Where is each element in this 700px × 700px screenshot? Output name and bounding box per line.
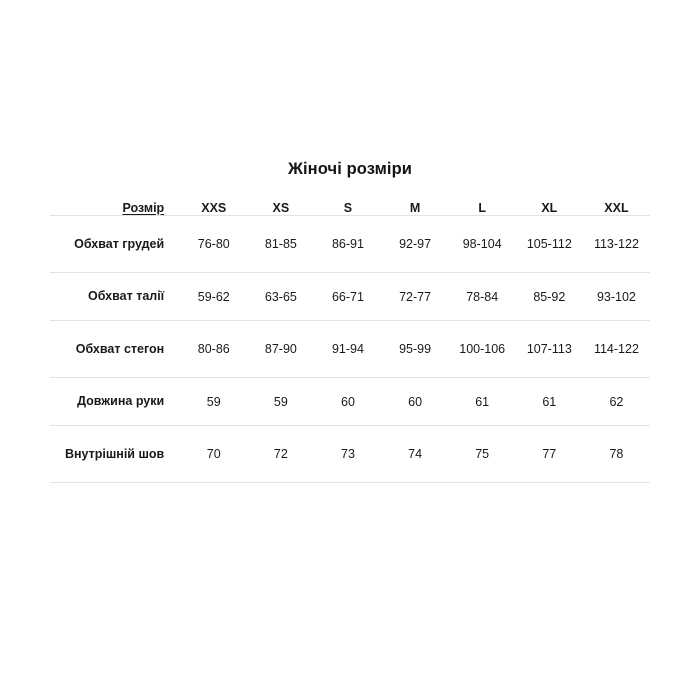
cell-hips-m: 95-99 xyxy=(399,342,432,356)
cell-waist-xs: 63-65 xyxy=(264,289,297,304)
cell-waist-s: 66-71 xyxy=(331,289,364,304)
cell-waist-xxl: 93-102 xyxy=(596,289,636,304)
cell-arm-s: 60 xyxy=(341,394,355,409)
cell-arm-xs: 59 xyxy=(273,394,288,409)
cell-inseam-xxs: 70 xyxy=(206,447,221,461)
cell-chest-xs: 81-85 xyxy=(264,237,297,251)
cell-arm-xl: 61 xyxy=(542,394,557,409)
column-header-m: M xyxy=(409,201,421,215)
column-header-xl: XL xyxy=(541,201,558,215)
cell-arm-m: 60 xyxy=(408,394,423,409)
cell-waist-l: 78-84 xyxy=(466,289,499,304)
table-header xyxy=(50,201,650,216)
cell-hips-xl: 107-113 xyxy=(526,342,572,356)
column-header-s: S xyxy=(343,201,353,215)
column-header-xs: XS xyxy=(272,201,290,215)
size-chart xyxy=(50,160,650,483)
cell-chest-xxl: 113-122 xyxy=(593,237,639,251)
row-label-arm-length: Довжина руки xyxy=(77,394,165,409)
cell-hips-s: 91-94 xyxy=(331,342,364,356)
row-label-hips: Обхват стегон xyxy=(75,341,165,356)
cell-waist-m: 72-77 xyxy=(399,289,432,304)
header-row xyxy=(50,201,650,216)
column-header-xxl: XXL xyxy=(604,201,629,215)
cell-inseam-m: 74 xyxy=(408,447,423,461)
cell-waist-xl: 85-92 xyxy=(533,289,566,304)
cell-inseam-l: 75 xyxy=(475,447,490,461)
cell-waist-xxs: 59-62 xyxy=(197,289,230,304)
cell-inseam-s: 73 xyxy=(341,447,355,461)
table-row xyxy=(50,426,650,483)
column-header-l: L xyxy=(478,201,487,215)
cell-inseam-xxl: 78 xyxy=(609,447,624,461)
cell-chest-l: 98-104 xyxy=(462,237,502,251)
cell-chest-m: 92-97 xyxy=(399,237,432,251)
cell-hips-xxl: 114-122 xyxy=(593,342,639,356)
row-label-chest: Обхват грудей xyxy=(74,236,165,251)
column-header-size: Розмір xyxy=(122,201,165,215)
size-table xyxy=(50,201,650,483)
cell-arm-l: 61 xyxy=(475,394,490,409)
cell-inseam-xs: 72 xyxy=(273,447,288,461)
table-row xyxy=(50,321,650,378)
cell-arm-xxs: 59 xyxy=(206,394,221,409)
cell-hips-xs: 87-90 xyxy=(264,342,297,356)
cell-chest-s: 86-91 xyxy=(331,237,364,251)
table-row xyxy=(50,216,650,273)
row-label-waist: Обхват талії xyxy=(88,289,165,304)
table-body xyxy=(50,216,650,483)
chart-title: Жіночі розміри xyxy=(287,160,413,178)
cell-inseam-xl: 77 xyxy=(542,447,557,461)
cell-hips-xxs: 80-86 xyxy=(197,342,230,356)
cell-hips-l: 100-106 xyxy=(459,342,506,356)
column-header-xxs: XXS xyxy=(201,201,227,215)
table-row xyxy=(50,378,650,426)
table-row xyxy=(50,273,650,321)
row-label-inseam: Внутрішній шов xyxy=(64,446,165,461)
cell-chest-xl: 105-112 xyxy=(526,237,572,251)
cell-arm-xxl: 62 xyxy=(609,394,624,409)
cell-chest-xxs: 76-80 xyxy=(197,237,230,251)
